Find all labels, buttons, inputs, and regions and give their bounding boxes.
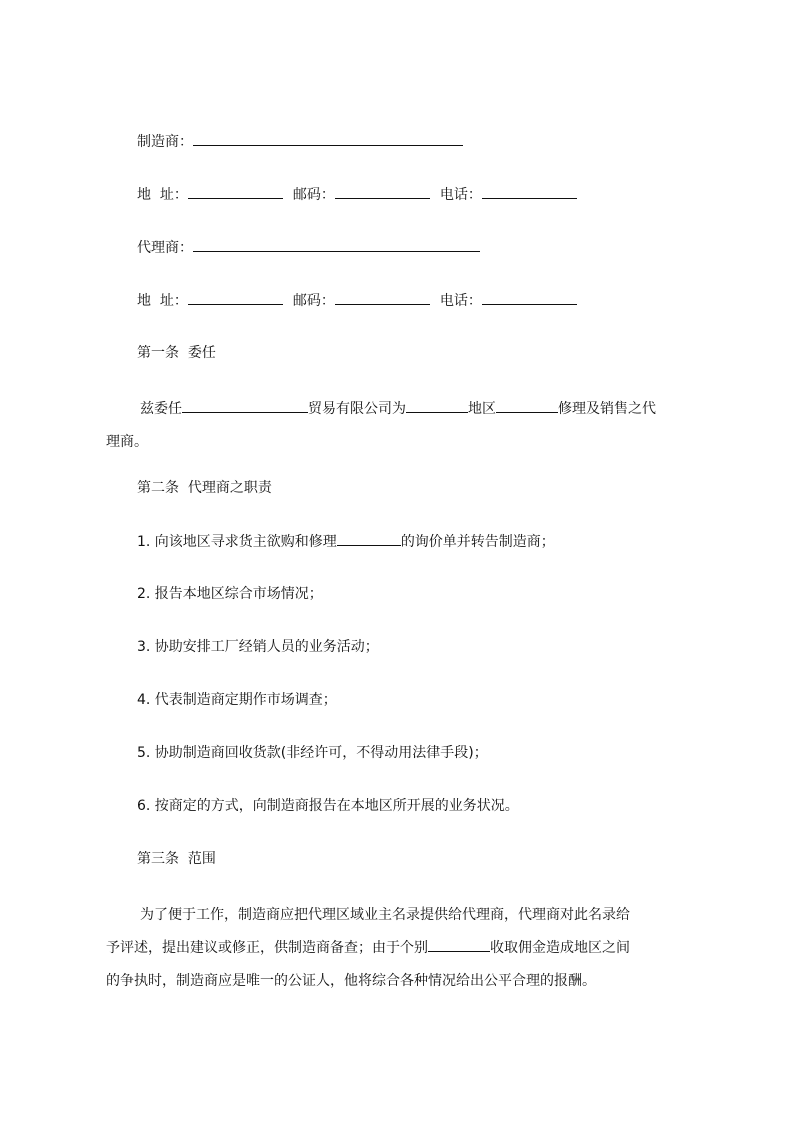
article3-line-3: 的争执时，制造商应是唯一的公证人，他将综合各种情况给出公平合理的报酬。 [106, 973, 596, 989]
agent-phone-blank[interactable] [482, 290, 577, 305]
article2-item1-b: 的询价单并转告制造商； [400, 534, 555, 550]
agent-address-label: 地 址： [137, 293, 188, 309]
agent-address-blank[interactable] [188, 290, 283, 305]
article2-item-2: 2. 报告本地区综合市场情况； [137, 586, 323, 602]
article2-item-3: 3. 协助安排工厂经销人员的业务活动； [137, 639, 379, 655]
article3-body [106, 899, 702, 998]
article1-text-a: 兹委任 [140, 401, 182, 417]
postcode-blank[interactable] [335, 184, 430, 199]
postcode-label: 邮码： [292, 187, 335, 203]
article2-item-4: 4. 代表制造商定期作市场调查； [137, 692, 337, 708]
article2-item-6: 6. 按商定的方式，向制造商报告在本地区所开展的业务状况。 [137, 798, 519, 814]
agent-postcode-blank[interactable] [335, 290, 430, 305]
agent-label: 代理商： [137, 240, 193, 256]
article1-body [106, 393, 702, 459]
agent-line [137, 237, 480, 258]
article1-text-b: 贸易有限公司为 [308, 401, 406, 417]
article1-company-blank[interactable] [182, 398, 308, 413]
agent-phone-label: 电话： [439, 293, 482, 309]
article3-line-2 [106, 932, 702, 965]
article1-heading: 第一条 委任 [137, 345, 216, 361]
article2-item-1 [137, 531, 555, 552]
article3-line1-text: 为了便于工作，制造商应把代理区域业主名录提供给代理商，代理商对此名录给 [140, 907, 630, 923]
article3-heading: 第三条 范围 [137, 851, 216, 867]
address-label: 地 址： [137, 187, 188, 203]
article1-text-e: 理商。 [106, 434, 148, 450]
article1-text-c: 地区 [468, 401, 496, 417]
phone-label: 电话： [439, 187, 482, 203]
article3-line-1 [106, 899, 702, 932]
article3-line2-text-a: 予评述，提出建议或修正，供制造商备查；由于个别 [106, 940, 428, 956]
article2-item1-blank[interactable] [337, 531, 401, 546]
manufacturer-label: 制造商： [137, 134, 193, 150]
article1-region-blank[interactable] [406, 398, 468, 413]
article1-text-d: 修理及销售之代 [558, 401, 656, 417]
article3-blank[interactable] [428, 937, 490, 952]
phone-blank[interactable] [482, 184, 577, 199]
address-blank[interactable] [188, 184, 283, 199]
article2-item1-a: 1. 向该地区寻求货主欲购和修理 [137, 534, 337, 550]
agent-blank[interactable] [193, 237, 480, 252]
article2-item-5: 5. 协助制造商回收货款(非经许可，不得动用法律手段)； [137, 745, 488, 761]
manufacturer-contact-line [137, 184, 577, 205]
agent-postcode-label: 邮码： [292, 293, 335, 309]
agent-contact-line [137, 290, 577, 311]
article1-product-blank[interactable] [496, 398, 558, 413]
manufacturer-blank[interactable] [193, 131, 463, 146]
article3-line2-text-b: 收取佣金造成地区之间 [490, 940, 630, 956]
article2-heading: 第二条 代理商之职责 [137, 480, 272, 496]
manufacturer-line [137, 131, 463, 152]
